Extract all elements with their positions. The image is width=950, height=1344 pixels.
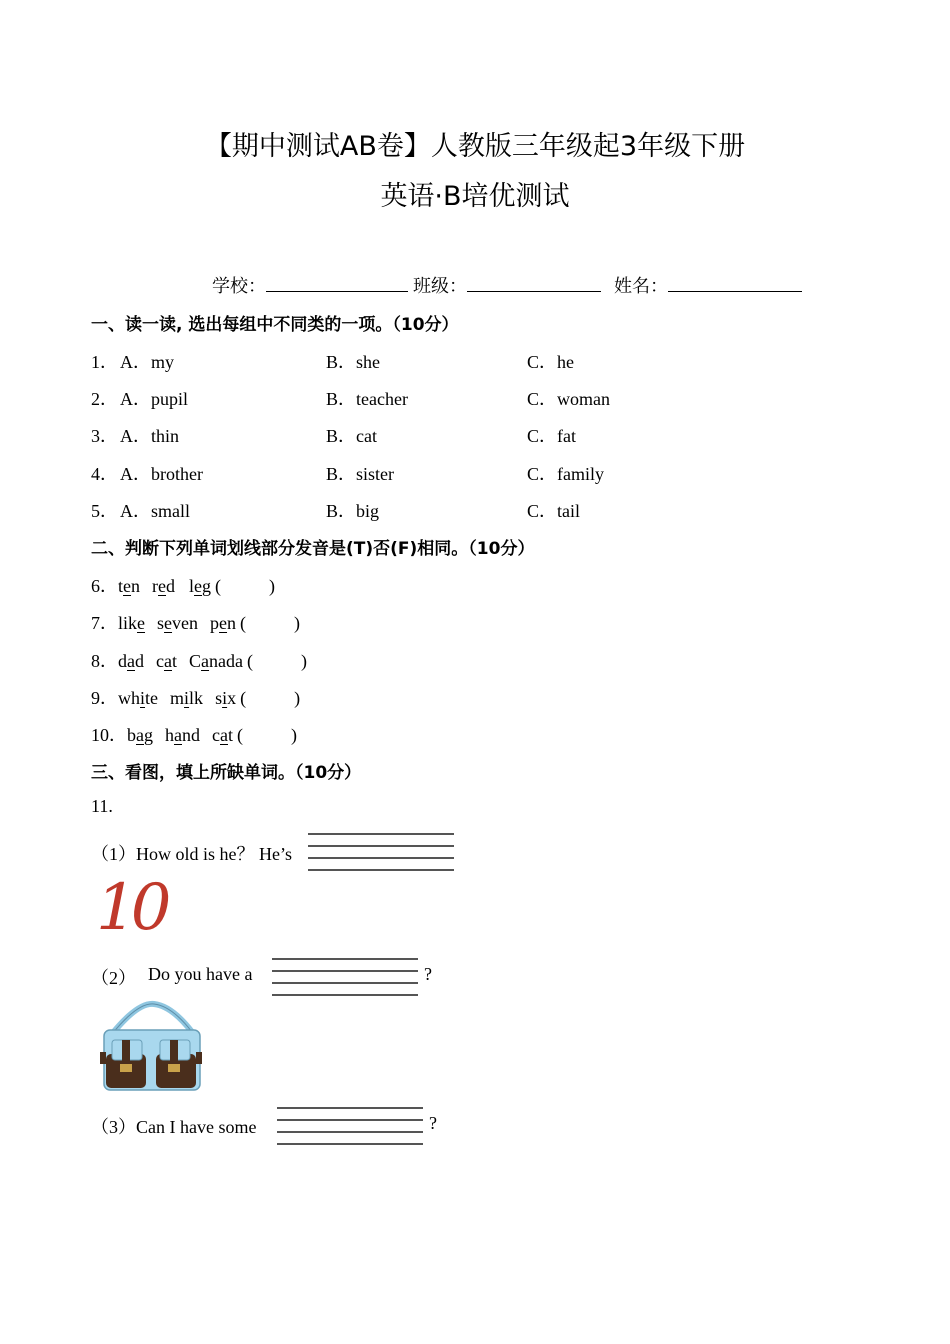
q6-answer-blank[interactable]: ( ) [215,576,276,596]
q8-answer-blank[interactable]: ( ) [247,651,308,671]
number-ten-image: 10 [96,871,166,945]
q11-number: 11. [91,796,113,816]
q3-number: 3． [91,426,118,446]
q7-word1: like [118,613,146,633]
q7-answer-blank[interactable]: ( ) [240,613,301,633]
section1-heading: 一、读一读, 选出每组中不同类的一项。（10分） [91,315,459,335]
q11-sub3-text: （3）Can I have some [91,1117,257,1137]
q3-option-a[interactable]: A．thin [120,426,180,446]
school-field[interactable] [212,272,408,298]
q4-option-b[interactable]: B．sister [326,464,395,484]
q5-number: 5． [91,501,118,521]
name-label: 姓名： [614,276,668,296]
q5-option-a[interactable]: A．small [120,501,190,521]
q7-word3: pen [210,613,237,633]
q10-word2: hand [165,725,200,745]
q1-option-b[interactable]: B．she [326,352,380,372]
name-field[interactable] [614,272,802,298]
q9-word2: milk [170,688,204,708]
q8-number: 8． [91,651,118,671]
q10-word1: bag [127,725,153,745]
q9-number: 9． [91,688,118,708]
q11-sub2-text: Do you have a [148,964,253,984]
q2-option-b[interactable]: B．teacher [326,389,408,409]
q10-answer-blank[interactable]: ( ) [237,725,298,745]
q11-sub2-number: （2） [91,968,136,988]
q9-word3: six [215,688,237,708]
q10-row [91,721,297,747]
section3-heading: 三、看图，填上所缺单词。（10分） [91,763,362,783]
class-blank[interactable] [467,273,601,292]
q3-option-b[interactable]: B．cat [326,426,377,446]
q6-row [91,572,275,598]
q8-word3: Canada [189,651,244,671]
q2-option-a[interactable]: A．pupil [120,389,189,409]
q2-number: 2． [91,389,118,409]
q11-sub2-question-mark: ? [424,964,432,984]
q9-answer-blank[interactable]: ( ) [240,688,301,708]
q7-row [91,609,300,635]
q6-word3: leg [189,576,212,596]
bag-icon [98,1000,204,1098]
name-blank[interactable] [668,273,802,292]
q4-option-a[interactable]: A．brother [120,464,203,484]
class-field[interactable] [413,272,601,298]
q4-number: 4． [91,464,118,484]
q9-word1: white [118,688,159,708]
page-title: 【期中测试AB卷】人教版三年级起3年级下册 [204,131,746,162]
q11-sub1-text: （1）How old is he？ He’s [91,844,292,864]
q7-word2: seven [157,613,199,633]
q8-word2: cat [156,651,178,671]
q11-sub3-question-mark: ? [429,1113,437,1133]
q5-option-c[interactable]: C．tail [527,501,580,521]
q10-number: 10． [91,725,127,745]
q6-word1: ten [118,576,141,596]
school-label: 学校： [212,276,266,296]
q4-option-c[interactable]: C．family [527,464,604,484]
q9-row [91,684,300,710]
q8-word1: dad [118,651,144,671]
q1-option-a[interactable]: A．my [120,352,174,372]
q2-option-c[interactable]: C．woman [527,389,610,409]
q8-row [91,647,307,673]
q1-option-c[interactable]: C．he [527,352,574,372]
q6-word2: red [152,576,176,596]
bag-image [98,1000,204,1103]
q7-number: 7． [91,613,118,633]
q10-word3: cat [212,725,234,745]
q5-option-b[interactable]: B．big [326,501,380,521]
page-subtitle: 英语·B培优测试 [380,181,570,212]
section2-heading: 二、判断下列单词划线部分发音是(T)否(F)相同。（10分） [91,539,535,559]
class-label: 班级： [413,276,467,296]
q6-number: 6． [91,576,118,596]
school-blank[interactable] [266,273,408,292]
q1-number: 1． [91,352,118,372]
q3-option-c[interactable]: C．fat [527,426,576,446]
